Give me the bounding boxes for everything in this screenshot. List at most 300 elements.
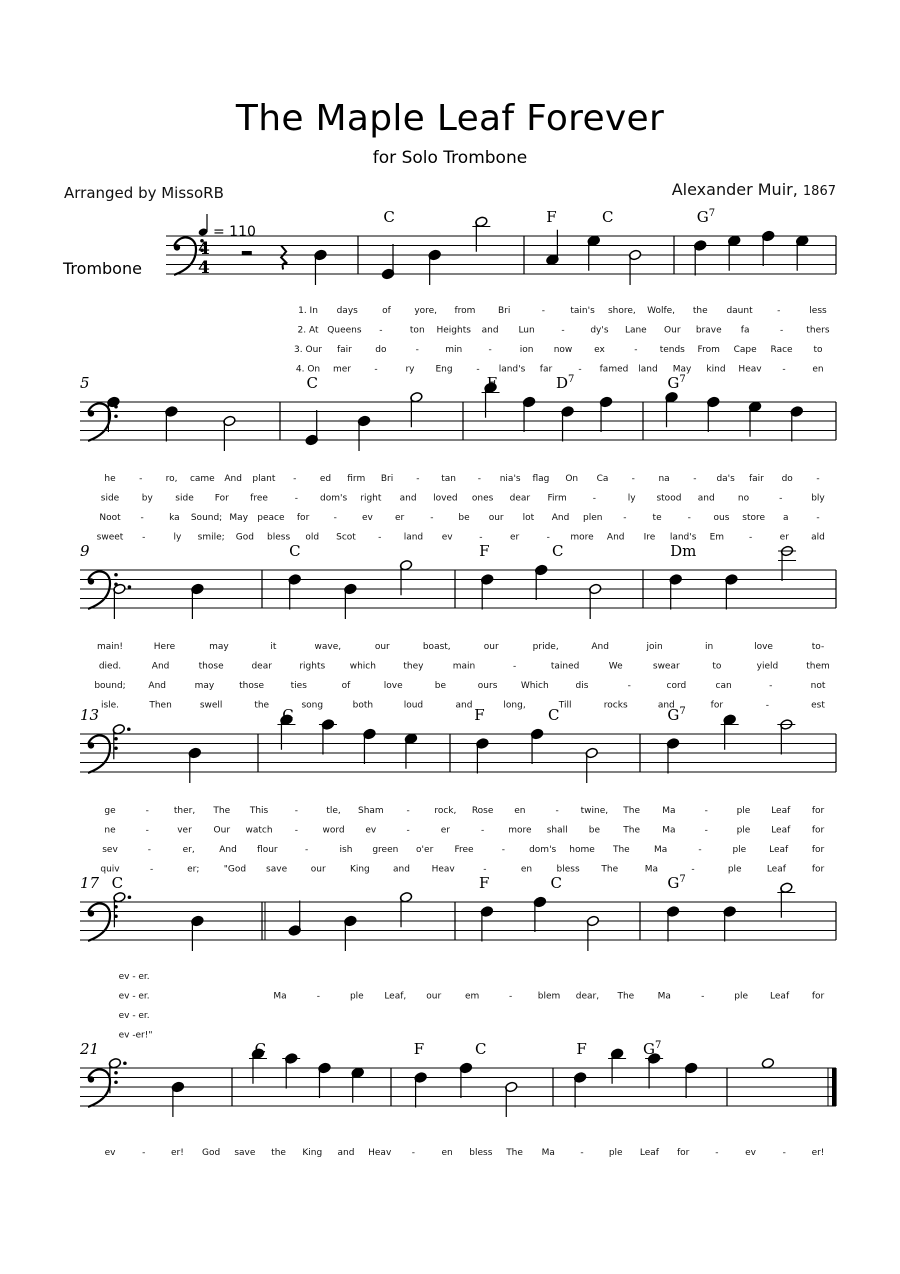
lyric-syllable: ly <box>627 493 636 504</box>
lyric-syllable: - <box>333 513 337 523</box>
lyric-syllable: right <box>360 493 382 504</box>
lyric-syllable: - <box>782 364 786 375</box>
lyric-syllable: - <box>477 474 482 484</box>
lyric-syllable: save <box>234 1148 256 1158</box>
lyric-syllable: it <box>270 642 277 652</box>
lyric-syllable: Ma <box>654 845 668 855</box>
lyric-syllable: - <box>294 825 298 836</box>
lyric-syllable: ev <box>118 1030 130 1041</box>
lyric-syllable: ge <box>104 806 116 816</box>
lyric-syllable: na <box>658 474 670 484</box>
lyric-syllable: Cape <box>733 345 757 355</box>
dot <box>128 585 132 589</box>
lyric-syllable: plen <box>582 513 603 523</box>
lyric-syllable: - <box>541 306 546 316</box>
lyric-syllable: We <box>608 661 623 672</box>
lyric-syllable: loud <box>403 700 424 711</box>
lyric-syllable: Leaf <box>771 825 791 836</box>
lyric-syllable: - <box>765 700 770 711</box>
bass-clef-dot <box>88 410 94 416</box>
bass-clef-dot <box>88 910 94 916</box>
time-signature-bottom: 4 <box>198 258 210 278</box>
lyric-syllable: - <box>698 845 702 855</box>
lyric-syllable: Leaf <box>769 845 789 855</box>
lyric-syllable: 3. Our <box>294 345 322 355</box>
lyric-syllable: store <box>742 513 766 523</box>
bass-clef-icon <box>88 1069 110 1107</box>
lyric-syllable: died. <box>98 661 122 672</box>
lyric-syllable: side <box>175 493 194 504</box>
lyric-syllable: dear, <box>575 991 600 1002</box>
lyric-syllable: ev <box>365 825 377 836</box>
lyric-syllable: isle. <box>100 700 120 711</box>
lyric-syllable: far <box>539 364 553 375</box>
lyric-syllable: 4. On <box>295 364 321 375</box>
lyric-syllable: ple <box>736 806 751 816</box>
lyric-syllable: in <box>704 642 714 652</box>
instrument-name: Trombone <box>63 259 142 278</box>
lyric-syllable: Rose <box>471 806 494 816</box>
bass-clef-dot <box>174 244 180 250</box>
chord-symbol: C <box>550 874 562 892</box>
lyric-syllable: main! <box>96 642 124 652</box>
chord-symbol: F <box>479 542 490 560</box>
lyric-syllable: ours <box>477 681 498 691</box>
staff-system <box>166 208 836 285</box>
lyric-syllable: - <box>406 806 410 816</box>
final-barline <box>832 1068 836 1106</box>
lyric-syllable: famed <box>599 364 629 375</box>
lyric-syllable: - <box>293 474 297 484</box>
chord-symbol: Dm <box>670 542 697 560</box>
lyric-syllable: Ma <box>662 806 676 816</box>
bass-clef-dot <box>114 414 118 418</box>
lyric-syllable: - <box>691 864 695 875</box>
lyric-syllable: ev <box>118 991 130 1002</box>
lyric-syllable: sweet <box>96 532 124 543</box>
lyric-syllable: - <box>561 325 565 336</box>
lyric-syllable: - <box>501 845 505 855</box>
bass-clef-dot <box>88 578 94 584</box>
lyric-syllable: Free <box>454 845 474 855</box>
chord-symbol: $G^7$ <box>667 874 686 892</box>
lyric-syllable: - <box>769 681 773 691</box>
lyric-syllable: may <box>194 681 215 691</box>
lyric-syllable: and <box>657 700 675 711</box>
lyric-syllable: 2. At <box>297 325 319 336</box>
lyric-syllable: for <box>811 825 825 836</box>
lyric-syllable: side <box>100 493 120 504</box>
lyric-syllable: them <box>806 661 830 672</box>
lyric-syllable: Queens <box>327 325 362 336</box>
lyric-syllable: er <box>395 513 405 523</box>
dot <box>123 1061 127 1065</box>
composition-year: 1867 <box>802 184 836 199</box>
lyric-syllable: tends <box>659 345 685 355</box>
chord-symbol: C <box>602 208 614 226</box>
lyric-syllable: bless <box>267 532 291 543</box>
lyric-syllable: free <box>250 493 268 504</box>
lyric-syllable: brave <box>695 325 722 336</box>
lyric-syllable: plant <box>252 474 276 484</box>
lyric-syllable: bound; <box>94 681 126 691</box>
lyric-syllable: er <box>509 532 520 543</box>
lyric-syllable: swear <box>652 661 680 672</box>
lyric-syllable: ton <box>409 325 425 336</box>
lyric-syllable: for <box>811 864 825 875</box>
lyric-syllable: and <box>697 493 715 504</box>
lyric-syllable: join <box>646 642 663 652</box>
bass-clef-dot <box>114 1080 118 1084</box>
lyric-syllable: love <box>754 642 773 652</box>
chord-symbol: C <box>254 1040 267 1058</box>
time-signature-top: 4 <box>198 239 210 259</box>
lyric-syllable: home <box>569 845 595 855</box>
lyric-syllable: - <box>140 513 144 523</box>
lyric-syllable: - <box>316 991 321 1002</box>
lyric-syllable: thers <box>806 325 830 336</box>
lyric-syllable: can <box>715 681 732 691</box>
lyric-syllable: and <box>455 700 473 711</box>
lyric-syllable: er! <box>170 1148 184 1158</box>
lyric-syllable: - <box>777 306 781 316</box>
chord-symbol: C <box>552 542 564 560</box>
lyric-syllable: not <box>810 681 826 691</box>
lyric-syllable: em <box>464 991 480 1002</box>
chord-symbol: $G^7$ <box>643 1040 662 1058</box>
lyric-syllable: Race <box>770 345 793 355</box>
lyric-syllable: Firm <box>547 493 567 504</box>
lyric-syllable: - <box>592 493 597 504</box>
lyric-syllable: - <box>430 513 434 523</box>
lyric-syllable: ev <box>118 972 130 982</box>
lyric-syllable: ev <box>441 532 453 543</box>
lyric-syllable: ev <box>104 1148 116 1158</box>
lyric-syllable: "God <box>223 864 247 875</box>
lyric-syllable: min <box>445 345 463 355</box>
lyric-syllable: a <box>783 513 789 523</box>
lyric-syllable: nia's <box>499 474 521 484</box>
lyric-syllable: both <box>352 700 374 711</box>
lyric-syllable: - <box>132 1011 136 1021</box>
lyric-syllable: Till <box>558 700 572 711</box>
lyric-syllable: to <box>712 661 722 672</box>
lyric-syllable: no <box>737 493 750 504</box>
lyric-syllable: ther, <box>173 806 196 816</box>
lyric-syllable: The <box>612 845 630 855</box>
lyric-syllable: - <box>816 513 820 523</box>
lyric-syllable: Ire <box>643 532 656 543</box>
lyric-syllable: Em <box>709 532 725 543</box>
lyric-syllable: those <box>198 661 224 672</box>
lyric-syllable: - <box>132 1030 136 1041</box>
bass-clef-icon <box>174 237 196 275</box>
lyric-syllable: and <box>337 1148 355 1158</box>
lyric-syllable: blem <box>537 991 561 1002</box>
measure-number: 21 <box>80 1040 100 1058</box>
lyric-syllable: days <box>336 306 358 316</box>
lyric-syllable: our <box>426 991 442 1002</box>
lyric-syllable: old <box>305 532 320 543</box>
lyric-syllable: ry <box>405 364 415 375</box>
lyric-syllable: Then <box>149 700 172 711</box>
lyric-syllable: of <box>382 306 391 316</box>
lyric-syllable: da's <box>716 474 735 484</box>
measure-number: 17 <box>80 874 100 892</box>
lyric-syllable: quiv <box>100 864 120 875</box>
arranger-credit: Arranged by MissoRB <box>64 184 224 202</box>
lyric-syllable: mer <box>332 364 352 375</box>
lyric-syllable: And <box>219 845 237 855</box>
lyric-syllable: do <box>781 474 793 484</box>
lyric-syllable: those <box>239 681 265 691</box>
lyric-syllable: ple <box>608 1148 623 1158</box>
bass-clef-icon <box>88 403 110 441</box>
lyric-syllable: May <box>672 364 692 375</box>
lyric-syllable: Which <box>520 681 549 691</box>
lyric-syllable: Heav <box>738 364 762 375</box>
lyric-syllable: for <box>676 1148 690 1158</box>
lyric-syllable: Ca <box>596 474 609 484</box>
lyric-syllable: - <box>816 474 820 484</box>
lyric-syllable: er, <box>182 845 195 855</box>
lyric-syllable: came <box>189 474 215 484</box>
lyric-syllable: and <box>481 325 499 336</box>
lyric-syllable: for <box>296 513 310 523</box>
lyric-syllable: Ma <box>541 1148 555 1158</box>
lyric-syllable: ev <box>745 1148 757 1158</box>
lyric-syllable: - <box>627 681 631 691</box>
lyric-syllable: Leaf <box>639 1148 659 1158</box>
lyric-syllable: - <box>294 806 298 816</box>
half-rest-icon <box>242 251 252 255</box>
lyric-syllable: land's <box>498 364 526 375</box>
lyric-syllable: Ma <box>657 991 671 1002</box>
lyric-syllable: The <box>623 825 641 836</box>
lyric-syllable: er. <box>138 972 150 982</box>
lyric-syllable: green <box>372 845 399 855</box>
lyric-syllable: This <box>249 806 269 816</box>
lyric-syllable: Leaf, <box>384 991 407 1002</box>
lyric-syllable: daunt <box>726 306 753 316</box>
lyric-syllable: And <box>591 642 609 652</box>
lyric-syllable: rock, <box>434 806 457 816</box>
lyric-syllable: rocks <box>603 700 628 711</box>
lyric-syllable: tan <box>441 474 456 484</box>
lyric-syllable: er. <box>138 991 150 1002</box>
lyric-syllable: - <box>779 493 783 504</box>
lyric-syllable: er! <box>811 1148 825 1158</box>
lyric-syllable: - <box>145 825 149 836</box>
lyric-syllable: shall <box>546 825 568 836</box>
lyric-syllable: - <box>142 532 146 543</box>
lyric-syllable: - <box>631 474 635 484</box>
lyric-syllable: - <box>132 991 136 1002</box>
lyric-syllable: be <box>434 681 447 691</box>
lyric-syllable: and <box>399 493 417 504</box>
note-head <box>761 1057 774 1069</box>
lyric-syllable: shore, <box>607 306 636 316</box>
lyric-syllable: he <box>104 474 116 484</box>
lyric-syllable: by <box>141 493 153 504</box>
lyric-syllable: - <box>305 845 309 855</box>
lyric-syllable: - <box>782 1148 786 1158</box>
chord-symbol: C <box>289 542 301 560</box>
lyric-syllable: - <box>546 532 550 543</box>
chord-symbol: C <box>383 208 395 226</box>
lyric-syllable: dom's <box>320 493 348 504</box>
lyric-syllable: twine, <box>580 806 609 816</box>
chord-symbol: F <box>576 1040 587 1058</box>
chord-symbol: C <box>475 1040 487 1058</box>
lyric-syllable: er!" <box>135 1030 153 1041</box>
lyric-syllable: est <box>811 700 825 711</box>
lyric-syllable: the <box>692 306 708 316</box>
lyric-syllable: ly <box>173 532 182 543</box>
lyric-syllable: Ma <box>662 825 676 836</box>
lyric-syllable: Eng <box>435 364 453 375</box>
lyric-syllable: From <box>697 345 720 355</box>
lyric-syllable: te <box>652 513 662 523</box>
lyric-syllable: yield <box>756 661 779 672</box>
lyric-syllable: land's <box>669 532 697 543</box>
bass-clef-dot <box>88 1076 94 1082</box>
lyric-syllable: save <box>266 864 288 875</box>
lyric-syllable: main <box>452 661 476 672</box>
lyric-syllable: And <box>151 661 170 672</box>
lyric-syllable: ple <box>727 864 742 875</box>
lyric-syllable: ka <box>169 513 180 523</box>
lyric-syllable: Our <box>664 325 681 336</box>
lyric-syllable: land <box>638 364 658 375</box>
chord-symbol: F <box>413 1040 425 1058</box>
lyric-syllable: Lun <box>518 325 535 336</box>
lyric-syllable: from <box>454 306 476 316</box>
lyric-syllable: - <box>481 825 485 836</box>
lyric-syllable: ev <box>362 513 373 523</box>
lyric-syllable: tained <box>550 661 580 672</box>
lyric-syllable: For <box>214 493 229 504</box>
lyric-syllable: Sound; <box>190 513 223 523</box>
lyric-syllable: fair <box>336 345 352 355</box>
lyric-syllable: for <box>710 700 724 711</box>
chord-symbol: F <box>474 706 485 724</box>
lyric-syllable: ones <box>471 493 494 504</box>
lyric-syllable: Scot <box>336 532 356 543</box>
lyric-syllable: - <box>623 513 627 523</box>
lyric-syllable: they <box>403 661 424 672</box>
lyric-syllable: watch <box>245 825 273 836</box>
staff-system <box>80 874 836 951</box>
lyric-syllable: Leaf <box>771 806 791 816</box>
lyric-syllable: King <box>302 1148 323 1158</box>
lyric-syllable: - <box>488 345 492 355</box>
lyric-syllable: - <box>578 364 582 375</box>
lyric-syllable: loved <box>433 493 458 504</box>
lyric-syllable: fa <box>740 325 750 336</box>
bass-clef-dot <box>114 737 118 741</box>
staff-system <box>80 706 836 783</box>
score-subtitle: for Solo Trombone <box>372 148 528 168</box>
lyric-syllable: o'er <box>416 845 434 855</box>
lyric-syllable: - <box>779 325 784 336</box>
lyric-syllable: King <box>349 864 370 875</box>
lyric-syllable: more <box>508 825 532 836</box>
lyric-syllable: ne <box>104 825 116 836</box>
lyric-syllable: boast, <box>422 642 451 652</box>
lyric-syllable: tle, <box>326 806 341 816</box>
lyric-syllable: - <box>411 1148 416 1158</box>
lyric-syllable: en <box>441 1148 453 1158</box>
measure-number: 13 <box>80 706 100 724</box>
lyric-syllable: - <box>379 325 383 336</box>
lyric-syllable: - <box>150 864 154 875</box>
bass-clef-dot <box>114 573 118 577</box>
lyric-syllable: swell <box>199 700 223 711</box>
lyric-syllable: long, <box>503 700 526 711</box>
lyric-syllable: for <box>811 806 825 816</box>
lyric-syllable: yore, <box>414 306 438 316</box>
bass-clef-icon <box>88 903 110 941</box>
lyric-syllable: The <box>623 806 641 816</box>
lyric-syllable: be <box>588 825 601 836</box>
lyric-syllable: - <box>555 806 559 816</box>
lyric-syllable: kind <box>706 364 726 375</box>
lyric-syllable: ties <box>290 681 307 691</box>
lyric-syllable: do <box>375 345 387 355</box>
lyric-syllable: The <box>213 806 231 816</box>
lyric-syllable: God <box>202 1148 221 1158</box>
dot <box>128 895 132 899</box>
lyric-syllable: may <box>209 642 229 652</box>
lyric-syllable: er <box>779 532 789 543</box>
lyric-syllable: word <box>322 825 345 836</box>
lyric-syllable: ple <box>736 825 751 836</box>
lyric-syllable: which <box>349 661 376 672</box>
lyric-syllable: song <box>301 700 324 711</box>
lyric-syllable: bly <box>811 493 825 504</box>
chord-symbol: C <box>306 374 318 392</box>
lyric-syllable: firm <box>347 474 366 484</box>
lyric-syllable: our <box>310 864 326 875</box>
bass-clef-dot <box>114 1071 118 1075</box>
lyric-syllable: ro, <box>165 474 178 484</box>
lyric-syllable: - <box>142 1148 146 1158</box>
bass-clef-dot <box>88 742 94 748</box>
lyric-syllable: Here <box>153 642 176 652</box>
lyric-syllable: our <box>374 642 390 652</box>
lyric-syllable: for <box>811 845 825 855</box>
lyric-syllable: God <box>235 532 254 543</box>
staff-system <box>80 1040 836 1117</box>
lyric-syllable: flag <box>532 474 550 484</box>
lyric-syllable: pride, <box>532 642 559 652</box>
lyric-syllable: fair <box>748 474 764 484</box>
lyric-syllable: bless <box>556 864 580 875</box>
lyric-syllable: And <box>148 681 166 691</box>
chord-symbol: F <box>486 374 498 392</box>
lyric-syllable: - <box>704 806 708 816</box>
lyric-syllable: - <box>406 825 410 836</box>
lyric-syllable: Leaf <box>766 864 786 875</box>
lyric-syllable: our <box>488 513 504 523</box>
lyric-syllable: for <box>811 991 825 1002</box>
lyric-syllable: wave, <box>314 642 342 652</box>
lyric-syllable: - <box>145 806 149 816</box>
lyric-syllable: love <box>383 681 403 691</box>
lyric-syllable: land <box>403 532 424 543</box>
chord-symbol: $G^7$ <box>696 208 716 226</box>
